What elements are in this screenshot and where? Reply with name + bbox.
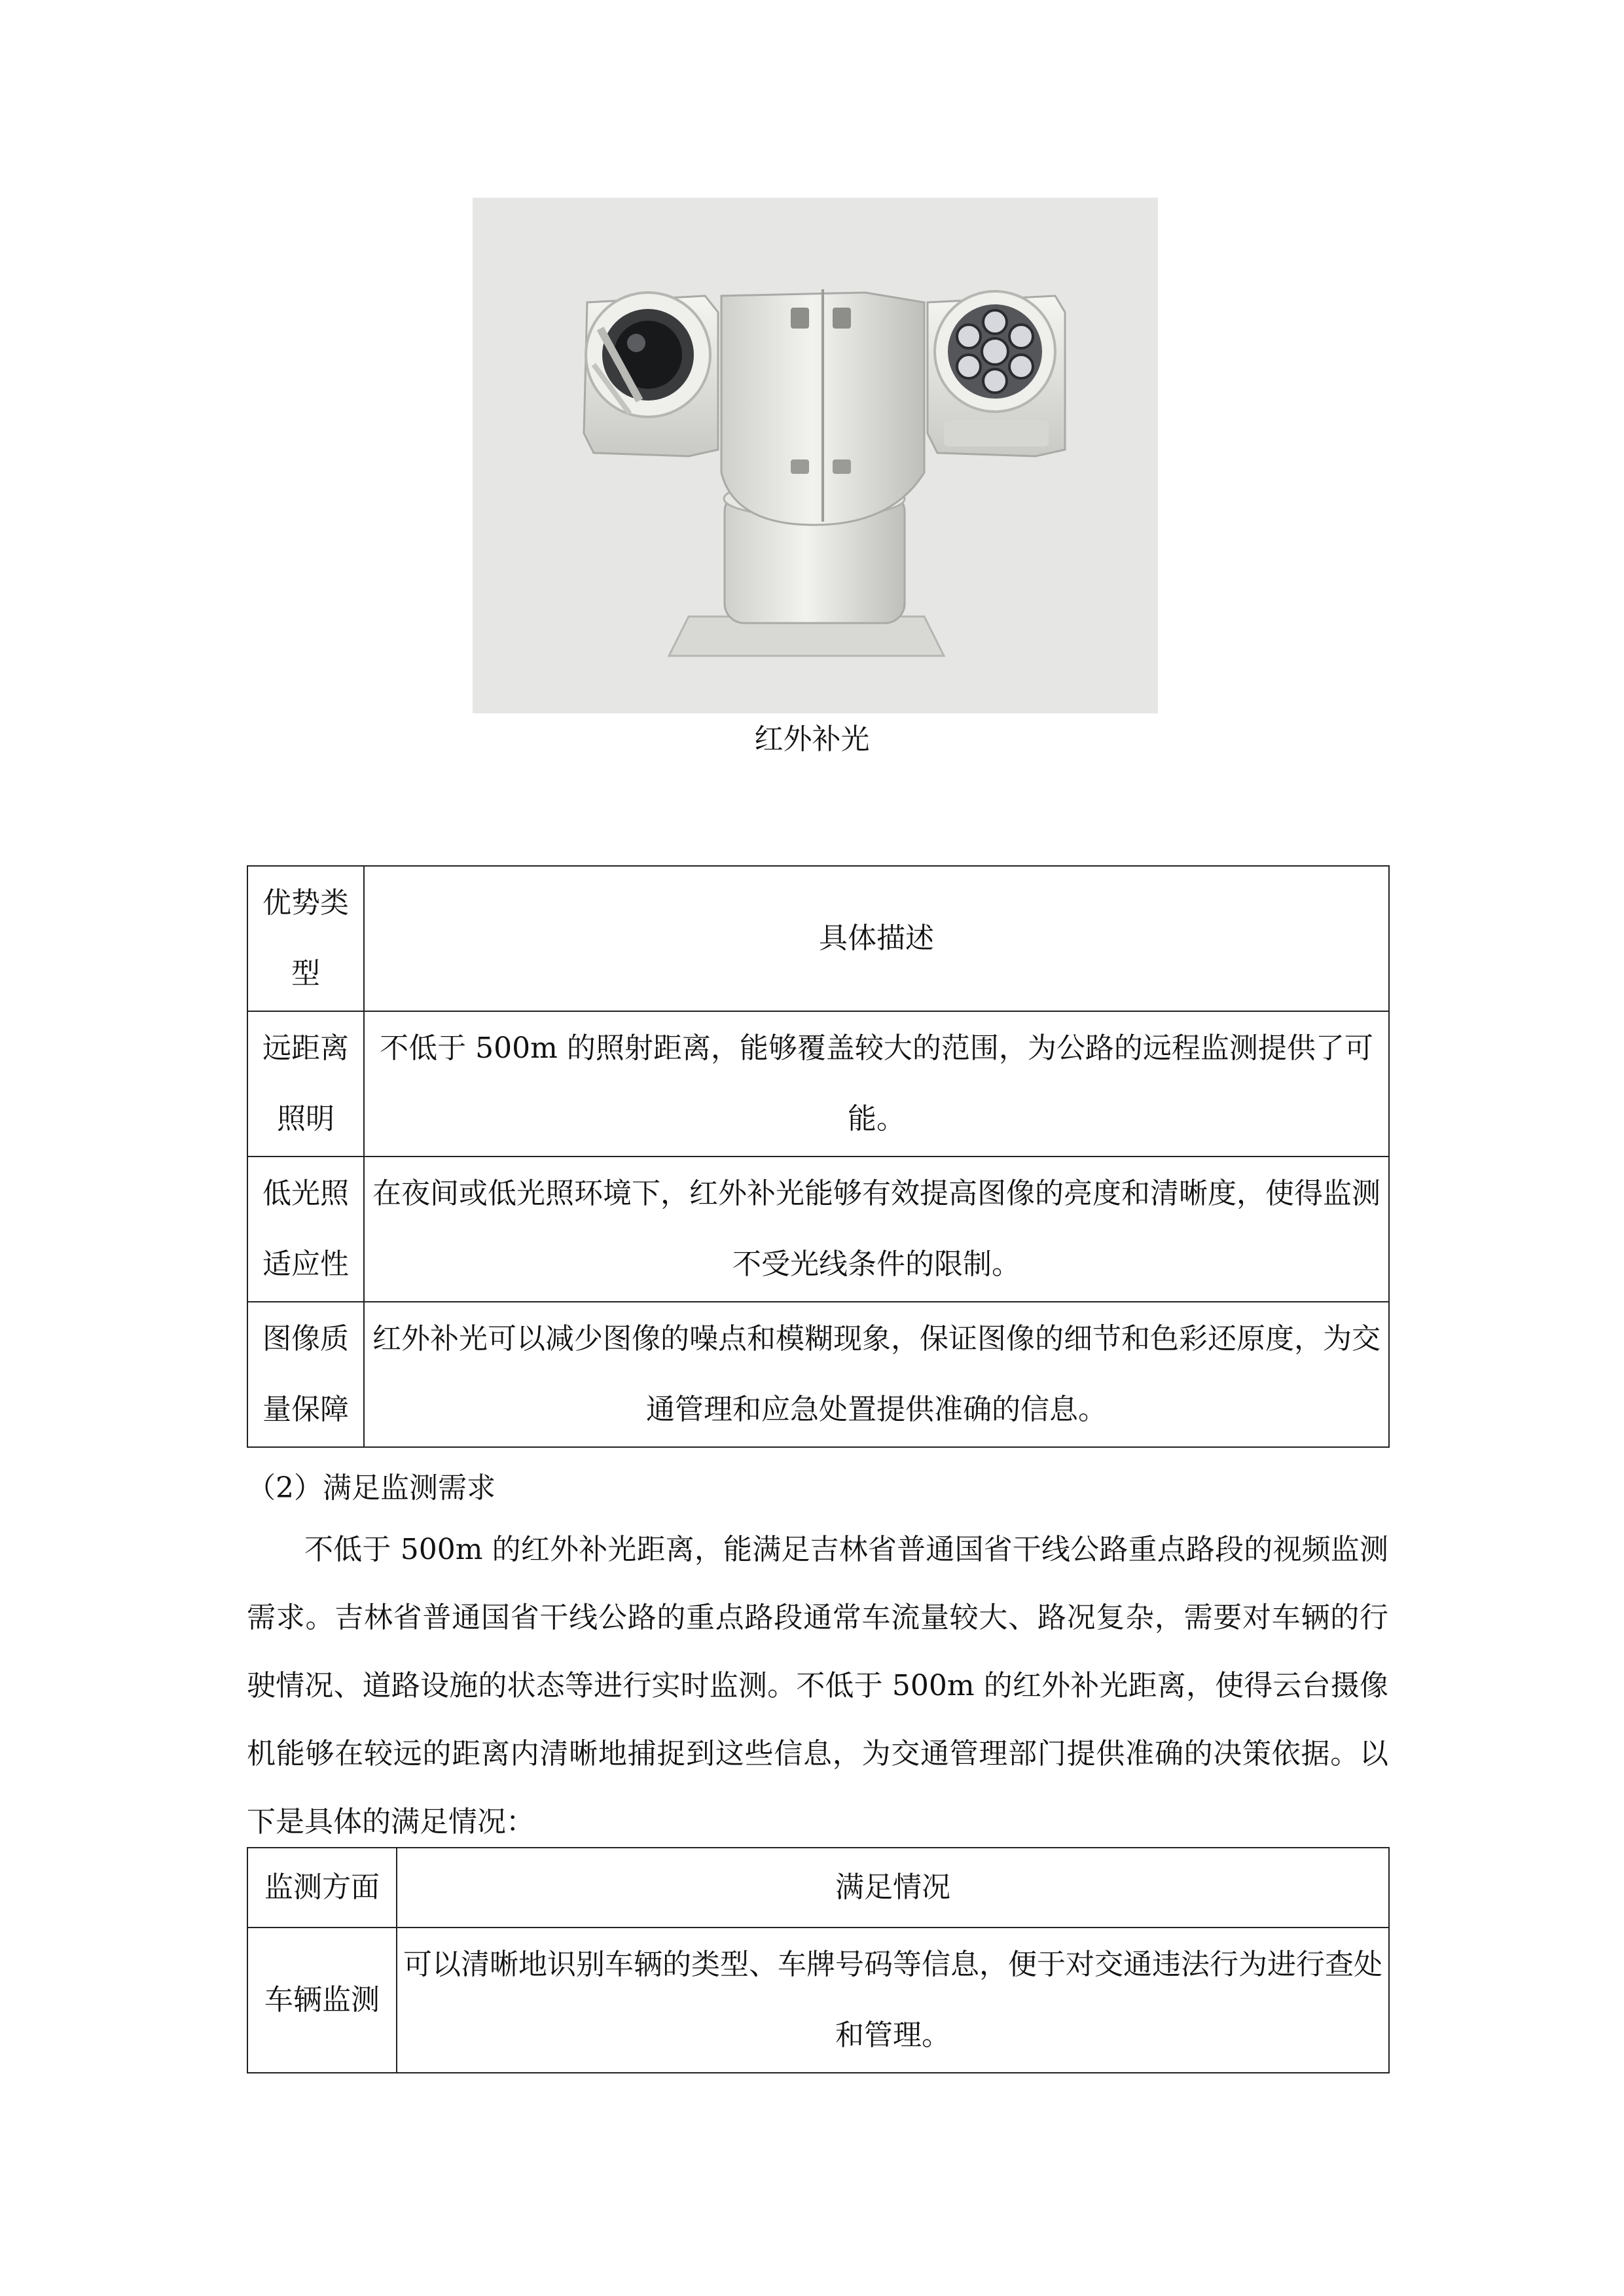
table-row — [247, 1302, 1389, 1447]
table-row — [247, 1011, 1389, 1157]
section-subheading: （2）满足监测需求 — [247, 1471, 496, 1505]
row-text: 在夜间或低光照环境下，红外补光能够有效提高图像的亮度和清晰度，使得监测不受光线条件的限制。 — [364, 1157, 1389, 1302]
advantages-table — [247, 865, 1390, 1448]
header-cell-status: 满足情况 — [397, 1848, 1389, 1928]
monitoring-table — [247, 1847, 1390, 2073]
ptz-camera-photo — [473, 198, 1158, 713]
body-paragraph: 不低于 500m 的红外补光距离，能满足吉林省普通国省干线公路重点路段的视频监测需求。吉林省普通国省干线公路的重点路段通常车流量较大、路况复杂，需要对车辆的行驶情况、道路设施的状态等进行实时监测。不低于 500m 的红外补光距离，使得云台摄像机能够在较远的距离内清晰地捕捉到这些信息，为交通管理部门提供准确的决策依据。以下是具体的满足情况： — [247, 1533, 1388, 1839]
row-text: 红外补光可以减少图像的噪点和模糊现象，保证图像的细节和色彩还原度，为交通管理和应急处置提供准确的信息。 — [364, 1302, 1389, 1447]
table-header-row — [247, 866, 1389, 1011]
table-row — [247, 1928, 1389, 2073]
header-cell-type: 优势类型 — [247, 866, 364, 1011]
row-text: 不低于 500m 的照射距离，能够覆盖较大的范围，为公路的远程监测提供了可能。 — [364, 1011, 1389, 1157]
row-label: 车辆监测 — [247, 1928, 397, 2073]
row-label: 图像质量保障 — [247, 1302, 364, 1447]
row-label: 低光照适应性 — [247, 1157, 364, 1302]
row-label: 远距离照明 — [247, 1011, 364, 1157]
table-row — [247, 1157, 1389, 1302]
figure-caption: 红外补光 — [754, 723, 870, 756]
header-cell-aspect: 监测方面 — [247, 1848, 397, 1928]
header-cell-description: 具体描述 — [364, 866, 1389, 1011]
row-text: 可以清晰地识别车辆的类型、车牌号码等信息，便于对交通违法行为进行查处和管理。 — [397, 1928, 1389, 2073]
table-header-row — [247, 1848, 1389, 1928]
